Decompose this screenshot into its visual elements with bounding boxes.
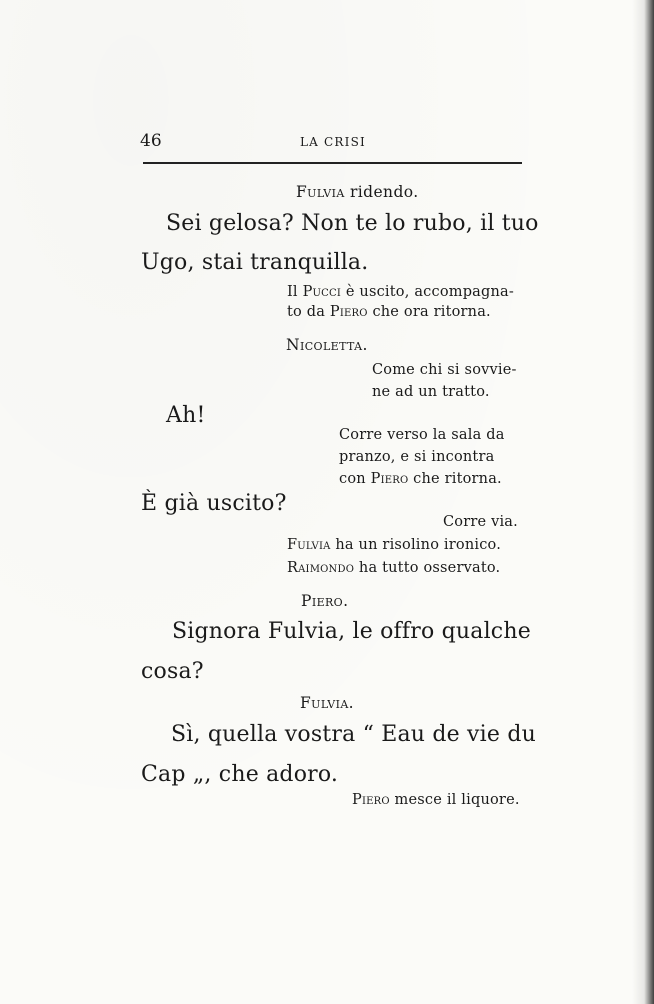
stage-text: Il xyxy=(287,284,303,300)
dialogue-line: Ugo, stai tranquilla. xyxy=(141,250,369,275)
stage-direction-line xyxy=(287,560,500,576)
dialogue-line: Ah! xyxy=(166,403,206,428)
speaker-fulvia-1 xyxy=(296,183,419,201)
dialogue-line: cosa? xyxy=(141,659,204,684)
character-name: Piero xyxy=(329,304,368,320)
page-edge-shadow xyxy=(632,0,654,1004)
stage-direction-line: ne ad un tratto. xyxy=(372,384,490,400)
header-rule xyxy=(143,162,522,164)
stage-direction-line: Corre via. xyxy=(443,514,518,530)
stage-direction-line: Corre verso la sala da xyxy=(339,427,505,443)
stage-direction-line xyxy=(287,537,501,553)
stage-text: mesce il liquore. xyxy=(389,792,520,808)
dialogue-line: È già uscito? xyxy=(141,491,287,516)
speaker-fulvia-2 xyxy=(300,694,354,712)
speaker-name: Fulvia xyxy=(296,183,345,201)
character-name: Piero xyxy=(370,471,409,487)
stage-direction-line: Come chi si sovvie- xyxy=(372,362,517,378)
speaker-piero xyxy=(301,592,348,610)
stage-text: che ritorna. xyxy=(408,471,502,487)
stage-direction-line: pranzo, e si incontra xyxy=(339,449,495,465)
speaker-name: Nicoletta. xyxy=(286,336,368,354)
running-title: LA CRISI xyxy=(300,135,366,149)
dialogue-line: Cap „, che adoro. xyxy=(141,762,339,787)
page-number: 46 xyxy=(140,131,162,151)
character-name: Fulvia xyxy=(287,537,331,553)
speaker-direction: ridendo. xyxy=(344,183,419,201)
stage-text: ha un risolino ironico. xyxy=(330,537,502,553)
character-name: Pucci xyxy=(302,284,342,300)
stage-text: è uscito, accompagna- xyxy=(341,284,514,300)
stage-direction-line xyxy=(287,284,514,300)
dialogue-line: Signora Fulvia, le offro qualche xyxy=(172,619,531,644)
stage-direction-line xyxy=(352,792,520,808)
character-name: Piero xyxy=(352,792,390,808)
character-name: Raimondo xyxy=(287,560,355,576)
stage-text: che ora ritorna. xyxy=(367,304,491,320)
dialogue-line: Sei gelosa? Non te lo rubo, il tuo xyxy=(166,211,539,236)
speaker-name: Fulvia. xyxy=(300,694,354,712)
speaker-name: Piero. xyxy=(301,592,349,610)
stage-text: to da xyxy=(287,304,330,320)
stage-direction-line xyxy=(287,304,491,320)
stage-direction-line xyxy=(339,471,502,487)
stage-text: ha tutto osservato. xyxy=(354,560,501,576)
stage-text: con xyxy=(339,471,371,487)
dialogue-line: Sì, quella vostra “ Eau de vie du xyxy=(171,722,536,747)
speaker-nicoletta xyxy=(286,336,368,354)
